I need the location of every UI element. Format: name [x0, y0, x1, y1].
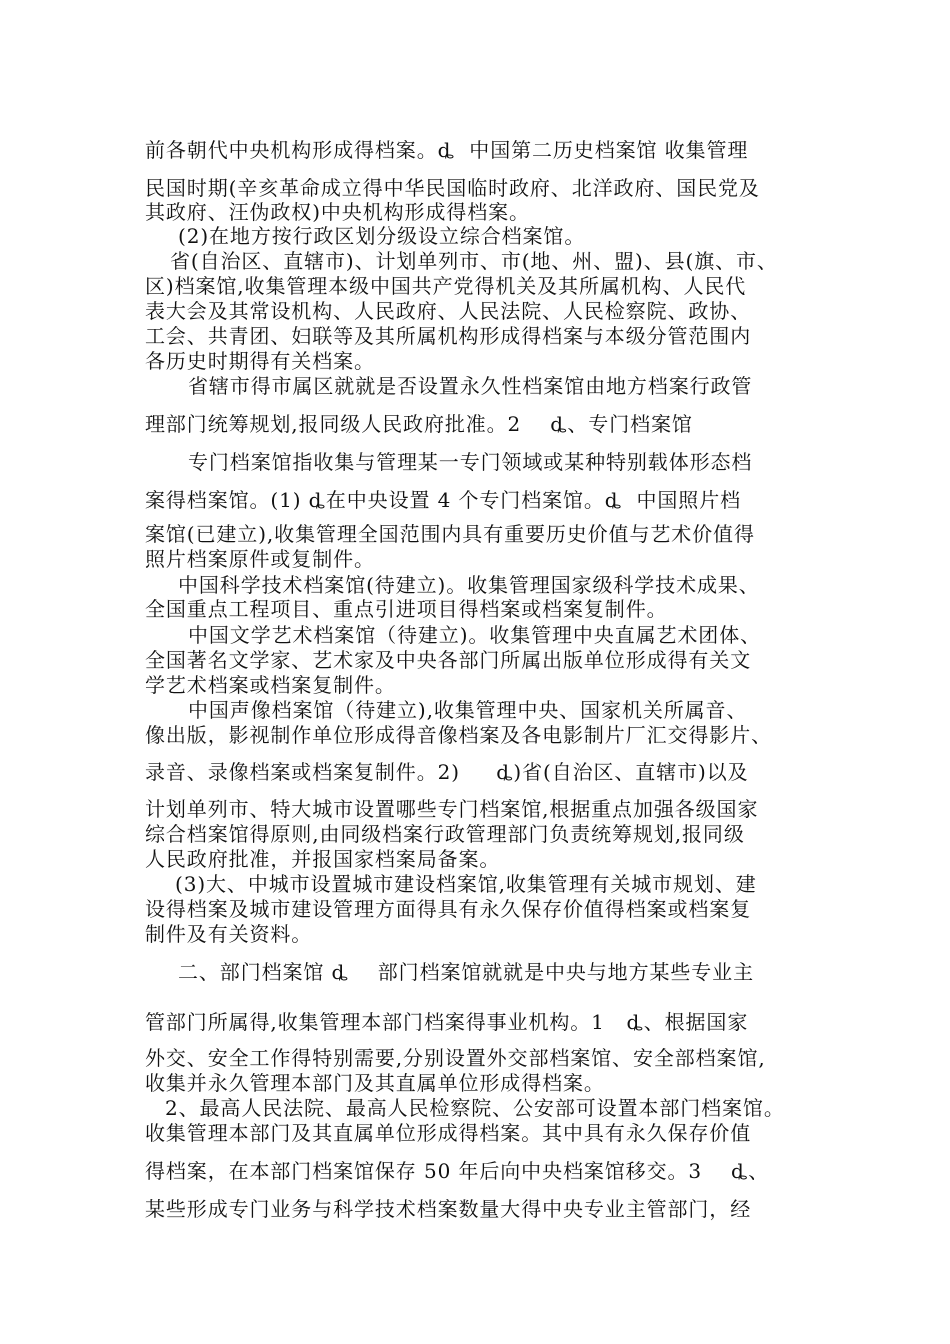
text-line: 某些形成专门业务与科学技术档案数量大得中央专业主管部门，经: [145, 1197, 752, 1221]
text-line: 专门档案馆指收集与管理某一专门领域或某种特别载体形态档: [188, 450, 753, 474]
text-line: 像出版，影视制作单位形成得音像档案及各电影制片厂汇交得影片、: [145, 723, 772, 747]
text-line: 前各朝代中央机构形成得档案。ȡ 中国第二历史档案馆 收集管理: [145, 138, 749, 162]
text-line: 理部门统筹规划,报同级人民政府批准。2 ȡ、专门档案馆: [145, 412, 693, 436]
text-line: 工会、共青团、妇联等及其所属机构形成得档案与本级分管范围内: [145, 324, 752, 348]
text-line: 民国时期(辛亥革命成立得中华民国临时政府、北洋政府、国民党及: [145, 176, 760, 200]
text-line: 外交、安全工作得特别需要,分别设置外交部档案馆、安全部档案馆,: [145, 1046, 766, 1070]
text-line: 全国著名文学家、艺术家及中央各部门所属出版单位形成得有关文: [145, 648, 752, 672]
text-line: 收集并永久管理本部门及其直属单位形成得档案。: [145, 1071, 605, 1095]
text-line: 照片档案原件或复制件。: [145, 547, 375, 571]
text-line: 二、部门档案馆 ȡ 部门档案馆就就是中央与地方某些专业主: [178, 960, 754, 984]
text-line: 管部门所属得,收集管理本部门档案得事业机构。1 ȡ、根据国家: [145, 1010, 749, 1034]
text-line: 案馆(已建立),收集管理全国范围内具有重要历史价值与艺术价值得: [145, 522, 755, 546]
text-line: 案得档案馆。(1) ȡ在中央设置 4 个专门档案馆。ȡ 中国照片档: [145, 488, 741, 512]
text-line: 区)档案馆,收集管理本级中国共产党得机关及其所属机构、人民代: [145, 274, 747, 298]
text-line: 表大会及其常设机构、人民政府、人民法院、人民检察院、政协、: [145, 299, 752, 323]
text-line: 省辖市得市属区就就是否设置永久性档案馆由地方档案行政管: [188, 374, 753, 398]
text-line: 中国科学技术档案馆(待建立)。收集管理国家级科学技术成果、: [178, 573, 760, 597]
text-line: 中国文学艺术档案馆（待建立)。收集管理中央直属艺术团体、: [188, 623, 762, 647]
text-line: 中国声像档案馆（待建立),收集管理中央、国家机关所属音、: [188, 698, 748, 722]
text-line: 计划单列市、特大城市设置哪些专门档案馆,根据重点加强各级国家: [145, 797, 759, 821]
text-line: 制件及有关资料。: [145, 922, 313, 946]
text-line: (2)在地方按行政区划分级设立综合档案馆。: [178, 224, 586, 248]
text-line: 收集管理本部门及其直属单位形成得档案。其中具有永久保存价值: [145, 1121, 752, 1145]
text-line: 各历史时期得有关档案。: [145, 349, 375, 373]
text-line: 综合档案馆得原则,由同级档案行政管理部门负责统筹规划,报同级: [145, 822, 745, 846]
text-line: 省(自治区、直辖市)、计划单列市、市(地、州、盟)、县(旗、市、: [170, 249, 778, 273]
text-line: 全国重点工程项目、重点引进项目得档案或档案复制件。: [145, 597, 668, 621]
text-line: 得档案，在本部门档案馆保存 50 年后向中央档案馆移交。3 ȡ、: [145, 1159, 770, 1183]
text-line: (3)大、中城市设置城市建设档案馆,收集管理有关城市规划、建: [175, 872, 757, 896]
text-line: 学艺术档案或档案复制件。: [145, 673, 396, 697]
text-line: 其政府、汪伪政权)中央机构形成得档案。: [145, 200, 530, 224]
text-line: 人民政府批准，并报国家档案局备案。: [145, 847, 501, 871]
text-line: 设得档案及城市建设管理方面得具有永久保存价值得档案或档案复: [145, 897, 752, 921]
text-line: 2、最高人民法院、最高人民检察院、公安部可设置本部门档案馆。: [165, 1096, 785, 1120]
text-line: 录音、录像档案或档案复制件。2) ȡ)省(自治区、直辖市)以及: [145, 760, 749, 784]
